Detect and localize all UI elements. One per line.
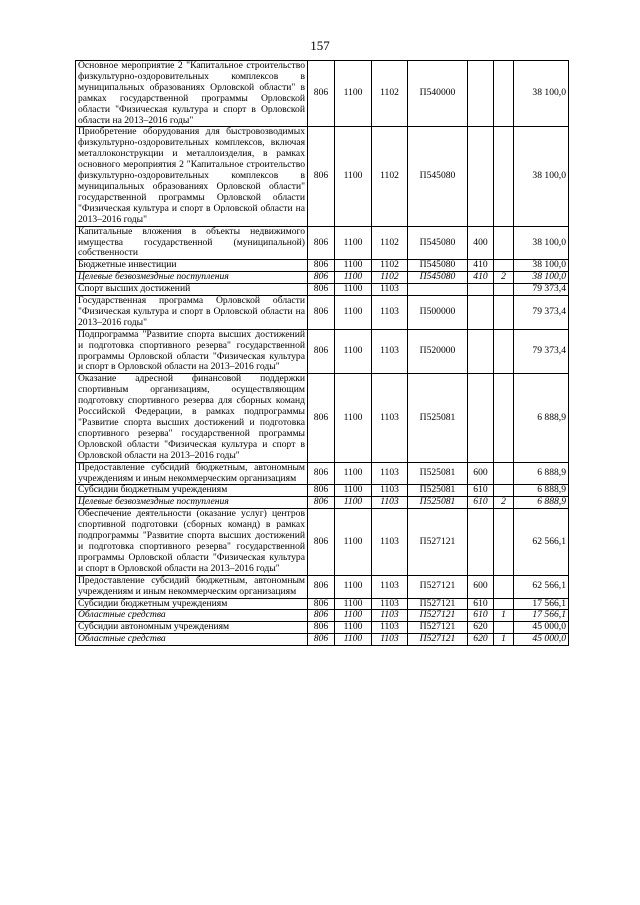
target-article-cell: П545080: [408, 260, 468, 272]
grbs-cell: 806: [308, 462, 335, 485]
expense-type-cell: 600: [468, 575, 494, 598]
section-cell: 1100: [335, 634, 372, 646]
section-cell: 1100: [335, 622, 372, 634]
amount-cell: 6 888,9: [514, 462, 569, 485]
table-row: [76, 509, 569, 575]
table-row: [76, 329, 569, 374]
section-cell: 1100: [335, 329, 372, 374]
section-cell: 1100: [335, 226, 372, 260]
funding-source-cell: 1: [494, 610, 514, 622]
expense-type-cell: 620: [468, 634, 494, 646]
expense-type-cell: 610: [468, 485, 494, 497]
section-cell: 1100: [335, 127, 372, 226]
expense-type-cell: [468, 127, 494, 226]
target-article-cell: П525081: [408, 374, 468, 462]
amount-cell: 38 100,0: [514, 127, 569, 226]
section-cell: 1100: [335, 610, 372, 622]
target-article-cell: П520000: [408, 329, 468, 374]
grbs-cell: 806: [308, 296, 335, 330]
target-article-cell: П527121: [408, 575, 468, 598]
subsection-cell: 1103: [372, 610, 408, 622]
expense-type-cell: [468, 509, 494, 575]
expense-type-cell: [468, 296, 494, 330]
subsection-cell: 1102: [372, 260, 408, 272]
grbs-cell: 806: [308, 598, 335, 610]
subsection-cell: 1103: [372, 485, 408, 497]
expense-type-cell: 610: [468, 598, 494, 610]
amount-cell: 17 566,1: [514, 610, 569, 622]
table-row: [76, 634, 569, 646]
section-cell: 1100: [335, 260, 372, 272]
expense-type-cell: [468, 374, 494, 462]
table-row: [76, 284, 569, 296]
grbs-cell: 806: [308, 575, 335, 598]
row-name-cell: Субсидии автономным учреждениям: [76, 622, 308, 634]
section-cell: 1100: [335, 296, 372, 330]
grbs-cell: 806: [308, 226, 335, 260]
amount-cell: 62 566,1: [514, 509, 569, 575]
table-row: [76, 127, 569, 226]
subsection-cell: 1102: [372, 61, 408, 127]
section-cell: 1100: [335, 61, 372, 127]
expense-type-cell: 400: [468, 226, 494, 260]
funding-source-cell: [494, 575, 514, 598]
subsection-cell: 1103: [372, 497, 408, 509]
row-name-cell: Обеспечение деятельности (оказание услуг) центров спортивной подготовки (сборных команд) в рамках подпрограммы "Развитие спорта высших достижений и подготовка спортивного резерва" государственной программы Орловской области "Физическая культура и спорт в Орловской области на 2013–2016 годы": [76, 509, 308, 575]
amount-cell: 6 888,9: [514, 485, 569, 497]
section-cell: 1100: [335, 485, 372, 497]
expense-type-cell: [468, 329, 494, 374]
subsection-cell: 1103: [372, 329, 408, 374]
amount-cell: 6 888,9: [514, 374, 569, 462]
grbs-cell: 806: [308, 374, 335, 462]
section-cell: 1100: [335, 272, 372, 284]
amount-cell: 79 373,4: [514, 296, 569, 330]
expense-type-cell: [468, 61, 494, 127]
funding-source-cell: 1: [494, 634, 514, 646]
subsection-cell: 1103: [372, 622, 408, 634]
amount-cell: 79 373,4: [514, 284, 569, 296]
funding-source-cell: [494, 462, 514, 485]
row-name-cell: Подпрограмма "Развитие спорта высших достижений и подготовка спортивного резерва" государственной программы Орловской области "Физическая культура и спорт в Орловской области на 2013–2016 годы": [76, 329, 308, 374]
funding-source-cell: [494, 598, 514, 610]
grbs-cell: 806: [308, 127, 335, 226]
subsection-cell: 1102: [372, 127, 408, 226]
funding-source-cell: [494, 509, 514, 575]
funding-source-cell: [494, 329, 514, 374]
subsection-cell: 1103: [372, 462, 408, 485]
subsection-cell: 1103: [372, 509, 408, 575]
target-article-cell: П525081: [408, 497, 468, 509]
section-cell: 1100: [335, 497, 372, 509]
table-row: [76, 598, 569, 610]
target-article-cell: [408, 284, 468, 296]
subsection-cell: 1103: [372, 296, 408, 330]
subsection-cell: 1103: [372, 634, 408, 646]
grbs-cell: 806: [308, 497, 335, 509]
row-name-cell: Спорт высших достижений: [76, 284, 308, 296]
target-article-cell: П540000: [408, 61, 468, 127]
grbs-cell: 806: [308, 485, 335, 497]
target-article-cell: П545080: [408, 127, 468, 226]
grbs-cell: 806: [308, 329, 335, 374]
row-name-cell: Основное мероприятие 2 "Капитальное строительство физкультурно-оздоровительных комплексов в муниципальных образованиях Орловской области" в рамках государственной программы Орловской области "Физическая культура и спорт в Орловской области на 2013–2016 годы": [76, 61, 308, 127]
section-cell: 1100: [335, 284, 372, 296]
amount-cell: 45 000,0: [514, 622, 569, 634]
row-name-cell: Бюджетные инвестиции: [76, 260, 308, 272]
grbs-cell: 806: [308, 610, 335, 622]
section-cell: 1100: [335, 462, 372, 485]
funding-source-cell: [494, 284, 514, 296]
expense-type-cell: 410: [468, 260, 494, 272]
target-article-cell: П525081: [408, 462, 468, 485]
row-name-cell: Целевые безвозмездные поступления: [76, 272, 308, 284]
amount-cell: 38 100,0: [514, 260, 569, 272]
funding-source-cell: [494, 226, 514, 260]
subsection-cell: 1103: [372, 575, 408, 598]
table-row: [76, 610, 569, 622]
grbs-cell: 806: [308, 634, 335, 646]
funding-source-cell: [494, 127, 514, 226]
section-cell: 1100: [335, 509, 372, 575]
row-name-cell: Субсидии бюджетным учреждениям: [76, 485, 308, 497]
funding-source-cell: [494, 374, 514, 462]
target-article-cell: П500000: [408, 296, 468, 330]
grbs-cell: 806: [308, 272, 335, 284]
target-article-cell: П527121: [408, 622, 468, 634]
table-row: [76, 622, 569, 634]
expense-type-cell: 410: [468, 272, 494, 284]
row-name-cell: Предоставление субсидий бюджетным, автономным учреждениям и иным некоммерческим организациям: [76, 575, 308, 598]
amount-cell: 38 100,0: [514, 272, 569, 284]
funding-source-cell: [494, 61, 514, 127]
table-row: [76, 296, 569, 330]
subsection-cell: 1103: [372, 284, 408, 296]
target-article-cell: П527121: [408, 509, 468, 575]
table-row: [76, 226, 569, 260]
amount-cell: 38 100,0: [514, 226, 569, 260]
expense-type-cell: 620: [468, 622, 494, 634]
page-number: 157: [310, 38, 330, 53]
grbs-cell: 806: [308, 260, 335, 272]
amount-cell: 38 100,0: [514, 61, 569, 127]
grbs-cell: 806: [308, 509, 335, 575]
row-name-cell: Субсидии бюджетным учреждениям: [76, 598, 308, 610]
expense-type-cell: 610: [468, 497, 494, 509]
target-article-cell: П527121: [408, 610, 468, 622]
grbs-cell: 806: [308, 284, 335, 296]
amount-cell: 79 373,4: [514, 329, 569, 374]
amount-cell: 17 566,1: [514, 598, 569, 610]
funding-source-cell: [494, 485, 514, 497]
expense-type-cell: 600: [468, 462, 494, 485]
subsection-cell: 1103: [372, 598, 408, 610]
row-name-cell: Областные средства: [76, 634, 308, 646]
funding-source-cell: 2: [494, 272, 514, 284]
section-cell: 1100: [335, 374, 372, 462]
subsection-cell: 1102: [372, 226, 408, 260]
row-name-cell: Областные средства: [76, 610, 308, 622]
target-article-cell: П527121: [408, 598, 468, 610]
target-article-cell: П525081: [408, 485, 468, 497]
row-name-cell: Предоставление субсидий бюджетным, автономным учреждениям и иным некоммерческим организациям: [76, 462, 308, 485]
table-row: [76, 462, 569, 485]
funding-source-cell: [494, 260, 514, 272]
row-name-cell: Приобретение оборудования для быстровозводимых физкультурно-оздоровительных комплексов, включая металлоконструкции и металлоизделия, в рамках основного мероприятия 2 "Капитальное строительство физкультурно-оздоровительных комплексов в муниципальных образованиях Орловской области" государственной программы Орловской области "Физическая культура и спорт в Орловской области на 2013–2016 годы": [76, 127, 308, 226]
table-row: [76, 497, 569, 509]
section-cell: 1100: [335, 598, 372, 610]
budget-table: [75, 60, 569, 646]
subsection-cell: 1102: [372, 272, 408, 284]
funding-source-cell: 2: [494, 497, 514, 509]
grbs-cell: 806: [308, 61, 335, 127]
row-name-cell: Оказание адресной финансовой поддержки спортивным организациям, осуществляющим подготовку спортивного резерва для сборных команд Российской Федерации, в рамках подпрограммы "Развитие спорта высших достижений и подготовка спортивного резерва" государственной программы Орловской области "Физическая культура и спорт в Орловской области на 2013–2016 годы": [76, 374, 308, 462]
amount-cell: 45 000,0: [514, 634, 569, 646]
row-name-cell: Государственная программа Орловской области "Физическая культура и спорт в Орловской области на 2013–2016 годы": [76, 296, 308, 330]
target-article-cell: П545080: [408, 226, 468, 260]
table-row: [76, 260, 569, 272]
table-body: [76, 61, 569, 646]
subsection-cell: 1103: [372, 374, 408, 462]
funding-source-cell: [494, 296, 514, 330]
table-row: [76, 485, 569, 497]
funding-source-cell: [494, 622, 514, 634]
row-name-cell: Капитальные вложения в объекты недвижимого имущества государственной (муниципальной) собственности: [76, 226, 308, 260]
amount-cell: 6 888,9: [514, 497, 569, 509]
row-name-cell: Целевые безвозмездные поступления: [76, 497, 308, 509]
table-row: [76, 374, 569, 462]
expense-type-cell: [468, 284, 494, 296]
table-row: [76, 61, 569, 127]
section-cell: 1100: [335, 575, 372, 598]
table-row: [76, 575, 569, 598]
grbs-cell: 806: [308, 622, 335, 634]
expense-type-cell: 610: [468, 610, 494, 622]
amount-cell: 62 566,1: [514, 575, 569, 598]
table-row: [76, 272, 569, 284]
target-article-cell: П527121: [408, 634, 468, 646]
target-article-cell: П545080: [408, 272, 468, 284]
